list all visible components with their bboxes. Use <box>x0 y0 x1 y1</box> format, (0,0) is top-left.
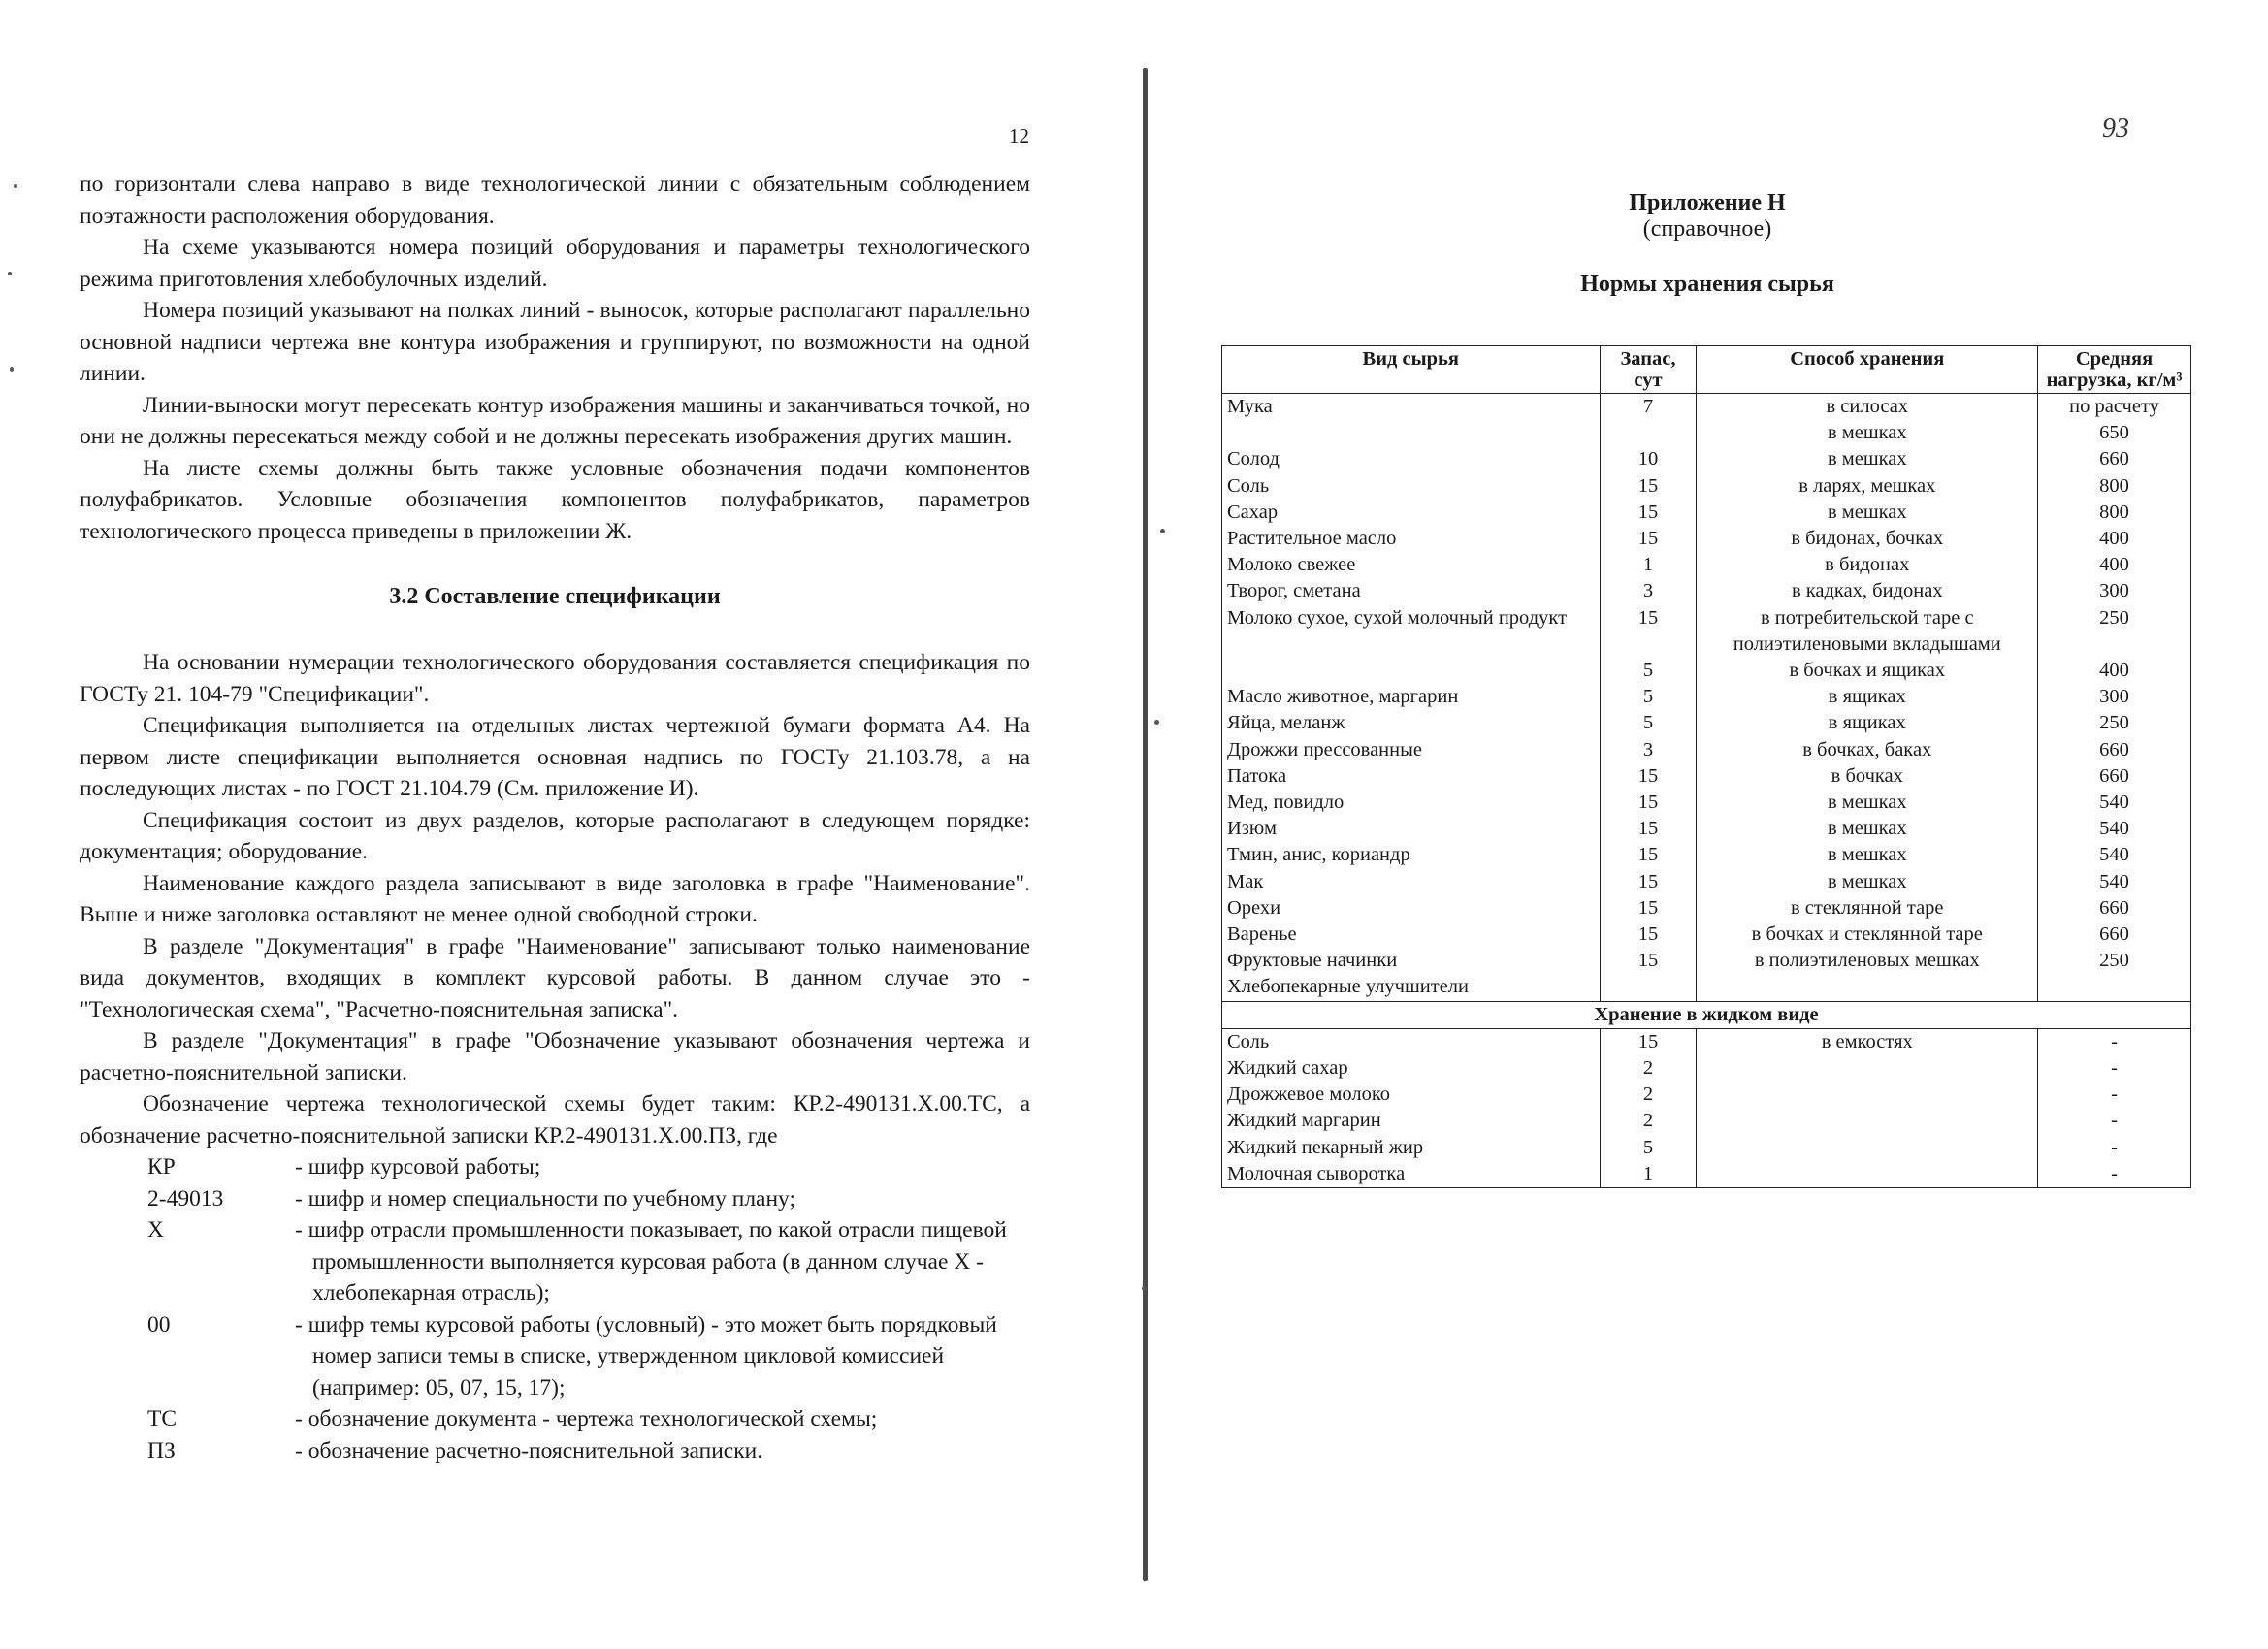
stock-days-cell <box>1600 684 1697 710</box>
storage-method-cell <box>1697 710 2038 736</box>
avg-load-cell <box>2038 500 2191 526</box>
table-row <box>1222 526 2191 552</box>
page-binding-line <box>1143 68 1148 1581</box>
storage-method-cell: в емкостях <box>1697 1028 2038 1055</box>
stock-days-cell <box>1600 473 1697 500</box>
stock-days-cell: 15 <box>1600 1028 1697 1055</box>
storage-method-cell <box>1697 1161 2038 1188</box>
material-name-cell: Фруктовые начинки <box>1222 948 1601 974</box>
legend-code: Х <box>147 1217 164 1243</box>
paragraph: Спецификация состоит из двух разделов, которые располагают в следующем порядке: документация; оборудование. <box>80 807 1030 864</box>
storage-method-value: в мешках <box>1827 448 1907 470</box>
table-row <box>1222 1082 2191 1108</box>
stock-days-cell <box>1600 500 1697 526</box>
material-name-cell: Жидкий маргарин <box>1222 1108 1601 1134</box>
storage-method-cell <box>1697 763 2038 790</box>
material-name-cell: Дрожжевое молоко <box>1222 1082 1601 1108</box>
table-row <box>1222 790 2191 816</box>
material-name-cell: Патока <box>1222 763 1601 790</box>
paragraph: На листе схемы должны быть также условные обозначения подачи компонентов полуфабрикатов. Условные обозначения компонентов полуфабрикатов, параметров технологического процесса приведены в приложении Ж. <box>80 455 1030 544</box>
table-row <box>1222 869 2191 895</box>
paragraph: Обозначение чертежа технологической схемы будет таким: КР.2-490131.Х.00.ТС, а обозначение расчетно-пояснительной записки КР.2-490131.Х.00.ПЗ, где <box>80 1091 1030 1148</box>
storage-method-cell <box>1697 869 2038 895</box>
material-name-cell: Мука <box>1222 394 1601 447</box>
table-row <box>1222 578 2191 604</box>
material-name-cell: Хлебопекарные улучшители <box>1222 974 1601 1001</box>
page-number: 12 <box>1009 124 1029 147</box>
legend-row <box>80 1310 1030 1405</box>
stock-days-value: 1 <box>1642 554 1654 576</box>
stock-days-value: 15 <box>1637 870 1659 892</box>
appendix-title: Приложение Н <box>1629 190 1786 215</box>
storage-method-value: в ящиках <box>1828 712 1906 734</box>
stock-days-cell <box>1600 869 1697 895</box>
storage-method-cell <box>1697 948 2038 974</box>
material-name-cell: Изюм <box>1222 816 1601 842</box>
storage-method-cell <box>1697 605 2038 685</box>
stock-days-cell <box>1600 737 1697 763</box>
legend-text: - шифр отрасли промышленности показывает, по какой отрасли пищевой промышленности выполняется курсовая работа (в данном случае Х - хлебопекарная отрасль); <box>295 1217 1007 1306</box>
stock-days-cell <box>1600 526 1697 552</box>
stock-days-value: 15 <box>1637 474 1659 497</box>
paragraph: по горизонтали слева направо в виде технологической линии с обязательным соблюдением поэтажности расположения оборудования. <box>80 172 1030 229</box>
avg-load-value: 400 <box>2099 660 2129 682</box>
avg-load-value: 250 <box>2099 712 2129 734</box>
storage-method-cell <box>1697 526 2038 552</box>
storage-method-value: в полиэтиленовых мешках <box>1754 950 1980 972</box>
table-row <box>1222 922 2191 948</box>
avg-load-value: 660 <box>2099 738 2129 760</box>
scan-speck <box>14 184 17 188</box>
stock-days-value <box>1605 631 1692 658</box>
table-row <box>1222 763 2191 790</box>
stock-days-cell <box>1600 578 1697 604</box>
body-text-top <box>80 169 1030 1467</box>
storage-method-cell <box>1697 922 2038 948</box>
storage-method-cell <box>1697 552 2038 578</box>
stock-days-value: 15 <box>1637 606 1659 629</box>
avg-load-cell <box>2038 895 2191 922</box>
avg-load-value: 250 <box>2099 606 2129 629</box>
legend-code: 2-49013 <box>147 1185 224 1212</box>
material-name-cell: Орехи <box>1222 895 1601 922</box>
material-name-cell: Мак <box>1222 869 1601 895</box>
table-row <box>1222 394 2191 447</box>
paragraph: Номера позиций указывают на полках линий - выносок, которые располагают параллельно основной надписи чертежа вне контура изображения и группируют, по возможности на одной линии. <box>80 298 1030 386</box>
avg-load-value: 660 <box>2099 896 2129 919</box>
material-name-cell: Творог, сметана <box>1222 578 1601 604</box>
stock-days-cell <box>1600 605 1697 685</box>
storage-method-value: в мешках <box>1827 792 1907 814</box>
table-body <box>1222 394 2191 1188</box>
avg-load-value: по расчету <box>2069 396 2159 417</box>
stock-days-cell <box>1600 895 1697 922</box>
avg-load-cell <box>2038 710 2191 736</box>
stock-days-cell <box>1600 552 1697 578</box>
stock-days-value: 15 <box>1637 792 1659 814</box>
stock-days-value: 15 <box>1637 896 1659 919</box>
avg-load-value: 300 <box>2099 686 2129 708</box>
paragraph: В разделе "Документация" в графе "Наименование" записывают только наименование вида документов, входящих в комплект курсовой работы. В данном случае это - "Технологическая схема", "Расчетно-пояснительная записка". <box>80 933 1030 1022</box>
stock-days-value: 5 <box>1642 660 1654 682</box>
storage-method-value: в кадках, бидонах <box>1791 580 1943 602</box>
designation-legend <box>80 1151 1030 1467</box>
legend-row <box>80 1436 1030 1468</box>
avg-load-cell <box>2038 922 2191 948</box>
avg-load-cell <box>2038 552 2191 578</box>
stock-days-value: 15 <box>1637 501 1659 523</box>
avg-load-value: 660 <box>2099 764 2129 787</box>
legend-row <box>80 1183 1030 1215</box>
section-heading: 3.2 Составление спецификации <box>389 584 721 609</box>
avg-load-value: 540 <box>2099 844 2129 866</box>
storage-method-cell <box>1697 1108 2038 1134</box>
table-row <box>1222 1135 2191 1161</box>
section-row <box>1222 1001 2191 1028</box>
storage-method-value: в бочках и ящиках <box>1789 660 1946 682</box>
material-name-cell: Дрожжи прессованные <box>1222 737 1601 763</box>
legend-text: - шифр и номер специальности по учебному плану; <box>295 1185 796 1212</box>
table-row <box>1222 1028 2191 1055</box>
storage-method-value <box>1701 974 2032 1000</box>
legend-code: 00 <box>147 1311 171 1338</box>
stock-days-cell <box>1600 790 1697 816</box>
avg-load-cell <box>2038 578 2191 604</box>
avg-load-value: 660 <box>2099 923 2129 946</box>
avg-load-value: 540 <box>2099 792 2129 814</box>
stock-days-value: 15 <box>1637 923 1659 946</box>
left-page <box>80 118 1030 1573</box>
paragraph: На схеме указываются номера позиций оборудования и параметры технологического режима приготовления хлебобулочных изделий. <box>80 235 1030 292</box>
storage-method-cell <box>1697 500 2038 526</box>
material-name-cell: Растительное масло <box>1222 526 1601 552</box>
avg-load-value: 300 <box>2099 580 2129 602</box>
table-row <box>1222 974 2191 1001</box>
table-row <box>1222 552 2191 578</box>
legend-text: - обозначение расчетно-пояснительной записки. <box>295 1438 763 1464</box>
scan-speck <box>8 272 12 275</box>
stock-days-value: 3 <box>1642 580 1654 602</box>
avg-load-value <box>2043 974 2186 1000</box>
stock-days-value: 15 <box>1637 950 1659 972</box>
avg-load-value: 650 <box>2099 422 2129 444</box>
stock-days-value: 10 <box>1637 448 1659 470</box>
stock-days-cell: 2 <box>1600 1108 1697 1134</box>
table-row <box>1222 710 2191 736</box>
table-row <box>1222 684 2191 710</box>
avg-load-value: 540 <box>2099 818 2129 840</box>
storage-method-cell <box>1697 974 2038 1001</box>
legend-code: ТС <box>147 1406 178 1432</box>
stock-days-cell: 1 <box>1600 1161 1697 1188</box>
legend-text: - обозначение документа - чертежа технологической схемы; <box>295 1406 878 1432</box>
storage-method-value: в бидонах, бочках <box>1791 528 1944 550</box>
avg-load-value <box>2043 631 2186 658</box>
storage-method-cell <box>1697 684 2038 710</box>
storage-method-cell <box>1697 578 2038 604</box>
storage-method-cell <box>1697 473 2038 500</box>
table-row <box>1222 500 2191 526</box>
material-name-cell: Тмин, анис, кориандр <box>1222 842 1601 868</box>
avg-load-cell: - <box>2038 1135 2191 1161</box>
stock-days-cell <box>1600 948 1697 974</box>
stock-days-cell <box>1600 446 1697 472</box>
storage-method-cell <box>1697 1055 2038 1082</box>
avg-load-value: 800 <box>2099 474 2129 497</box>
table-row <box>1222 816 2191 842</box>
storage-method-cell <box>1697 895 2038 922</box>
storage-method-value: в мешках <box>1827 818 1907 840</box>
paragraph: Наименование каждого раздела записывают в виде заголовка в графе "Наименование". Выше и ниже заголовка оставляют не менее одной свободной строки. <box>80 870 1030 927</box>
stock-days-value <box>1605 974 1692 1000</box>
stock-days-cell <box>1600 710 1697 736</box>
stock-days-cell <box>1600 922 1697 948</box>
material-name-cell: Молочная сыворотка <box>1222 1161 1601 1188</box>
stock-days-cell <box>1600 394 1697 447</box>
legend-row <box>80 1151 1030 1183</box>
paragraph: В разделе "Документация" в графе "Обозначение указывают обозначения чертежа и расчетно-пояснительной записки. <box>80 1028 1030 1085</box>
legend-code: ПЗ <box>147 1438 176 1464</box>
material-name-cell: Мед, повидло <box>1222 790 1601 816</box>
column-header: Запас, сут <box>1600 346 1697 394</box>
legend-text: - шифр темы курсовой работы (условный) - это может быть порядковый номер записи темы в списке, утвержденном цикловой комиссией (например: 05, 07, 15, 17); <box>295 1311 997 1401</box>
avg-load-cell: - <box>2038 1082 2191 1108</box>
appendix-subtitle: (справочное) <box>1642 216 1772 242</box>
avg-load-value: 400 <box>2099 554 2129 576</box>
storage-method-cell <box>1697 446 2038 472</box>
material-name-cell: Масло животное, маргарин <box>1222 684 1601 710</box>
avg-load-cell: - <box>2038 1108 2191 1134</box>
storage-method-value: в бочках и стеклянной таре <box>1751 923 1983 946</box>
stock-days-value: 7 <box>1642 396 1654 417</box>
material-name-cell: Жидкий пекарный жир <box>1222 1135 1601 1161</box>
avg-load-cell <box>2038 869 2191 895</box>
stock-days-cell: 2 <box>1600 1055 1697 1082</box>
table-row <box>1222 1108 2191 1134</box>
storage-method-cell <box>1697 1082 2038 1108</box>
stock-days-value: 15 <box>1637 844 1659 866</box>
avg-load-cell <box>2038 737 2191 763</box>
avg-load-cell <box>2038 394 2191 447</box>
avg-load-value: 660 <box>2099 448 2129 470</box>
storage-method-cell <box>1697 737 2038 763</box>
stock-days-value: 3 <box>1642 738 1654 760</box>
handwritten-page-number: 93 <box>2102 113 2129 144</box>
avg-load-cell: - <box>2038 1055 2191 1082</box>
material-name-cell: Молоко свежее <box>1222 552 1601 578</box>
material-name-cell: Яйца, меланж <box>1222 710 1601 736</box>
stock-days-cell <box>1600 842 1697 868</box>
storage-method-cell <box>1697 842 2038 868</box>
table-title: Нормы хранения сырья <box>1580 272 1834 297</box>
right-page <box>1217 109 2197 1370</box>
avg-load-cell <box>2038 842 2191 868</box>
avg-load-cell: - <box>2038 1161 2191 1188</box>
table-row <box>1222 842 2191 868</box>
stock-days-value: 15 <box>1637 528 1659 550</box>
storage-method-value: в силосах <box>1826 396 1909 417</box>
avg-load-cell <box>2038 790 2191 816</box>
stock-days-cell <box>1600 974 1697 1001</box>
avg-load-cell <box>2038 446 2191 472</box>
material-name-cell: Молоко сухое, сухой молочный продукт <box>1222 605 1601 685</box>
avg-load-cell <box>2038 605 2191 685</box>
stock-days-value: 15 <box>1637 764 1659 787</box>
table-row <box>1222 1055 2191 1082</box>
avg-load-value: 400 <box>2099 528 2129 550</box>
storage-method-value: в бочках <box>1831 764 1903 787</box>
stock-days-value: 5 <box>1642 686 1654 708</box>
table-row <box>1222 948 2191 974</box>
material-name-cell: Варенье <box>1222 922 1601 948</box>
avg-load-cell <box>2038 526 2191 552</box>
storage-method-cell <box>1697 1135 2038 1161</box>
avg-load-cell <box>2038 763 2191 790</box>
avg-load-cell <box>2038 948 2191 974</box>
storage-method-cell <box>1697 790 2038 816</box>
stock-days-value: 15 <box>1637 818 1659 840</box>
table-row <box>1222 1161 2191 1188</box>
material-name-cell: Соль <box>1222 1028 1601 1055</box>
column-header: Вид сырья <box>1222 346 1601 394</box>
storage-method-value: в потребительской таре с полиэтиленовыми вкладышами <box>1733 606 2001 655</box>
avg-load-cell <box>2038 816 2191 842</box>
paragraph: Линии-выноски могут пересекать контур изображения машины и заканчиваться точкой, но они не должны пересекаться между собой и не должны пересекать изображения других машин. <box>80 392 1030 449</box>
storage-method-cell <box>1697 816 2038 842</box>
avg-load-cell: - <box>2038 1028 2191 1055</box>
paragraph: Спецификация выполняется на отдельных листах чертежной бумаги формата А4. На первом листе спецификации выполняется основная надпись по ГОСТу 21.103.78, а на последующих листах - по ГОСТ 21.104.79 (См. приложение И). <box>80 713 1030 801</box>
storage-method-value: в ящиках <box>1828 686 1906 708</box>
legend-row <box>80 1404 1030 1436</box>
avg-load-cell <box>2038 473 2191 500</box>
storage-method-cell <box>1697 394 2038 447</box>
table-header-row <box>1222 346 2191 394</box>
stock-days-cell <box>1600 763 1697 790</box>
avg-load-value: 800 <box>2099 501 2129 523</box>
stock-days-cell: 2 <box>1600 1082 1697 1108</box>
scan-speck <box>1142 1286 1147 1291</box>
storage-method-value: в мешках <box>1827 844 1907 866</box>
storage-method-value: в мешках <box>1827 870 1907 892</box>
table-row <box>1222 446 2191 472</box>
column-header: Способ хранения <box>1697 346 2038 394</box>
column-header: Средняя нагрузка, кг/м³ <box>2038 346 2191 394</box>
storage-method-value: в бидонах <box>1825 554 1910 576</box>
material-name-cell: Соль <box>1222 473 1601 500</box>
material-name-cell: Жидкий сахар <box>1222 1055 1601 1082</box>
table-row <box>1222 737 2191 763</box>
legend-code: КР <box>147 1154 176 1180</box>
storage-method-value: в мешках <box>1827 501 1907 523</box>
stock-days-cell: 5 <box>1600 1135 1697 1161</box>
avg-load-value: 540 <box>2099 870 2129 892</box>
table-row <box>1222 895 2191 922</box>
storage-method-value: в стеклянной таре <box>1791 896 1944 919</box>
table-row <box>1222 473 2191 500</box>
storage-method-value: в мешках <box>1827 422 1907 444</box>
scan-speck <box>1154 720 1159 725</box>
scan-speck <box>10 367 14 372</box>
stock-days-value: 5 <box>1642 712 1654 734</box>
legend-row <box>80 1214 1030 1310</box>
section-title-cell: Хранение в жидком виде <box>1222 1001 2191 1028</box>
storage-method-value: в бочках, баках <box>1802 738 1932 760</box>
paragraph: На основании нумерации технологического оборудования составляется спецификация по ГОСТу 21. 104-79 "Спецификации". <box>80 650 1030 707</box>
table-row <box>1222 605 2191 685</box>
avg-load-value: 250 <box>2099 950 2129 972</box>
storage-norms-table <box>1221 345 2191 1188</box>
material-name-cell: Сахар <box>1222 500 1601 526</box>
material-name-cell: Солод <box>1222 446 1601 472</box>
legend-text: - шифр курсовой работы; <box>295 1154 541 1180</box>
stock-days-cell <box>1600 816 1697 842</box>
scan-speck <box>1160 529 1165 534</box>
storage-method-value: в ларях, мешках <box>1798 474 1936 497</box>
avg-load-cell <box>2038 974 2191 1001</box>
avg-load-cell <box>2038 684 2191 710</box>
